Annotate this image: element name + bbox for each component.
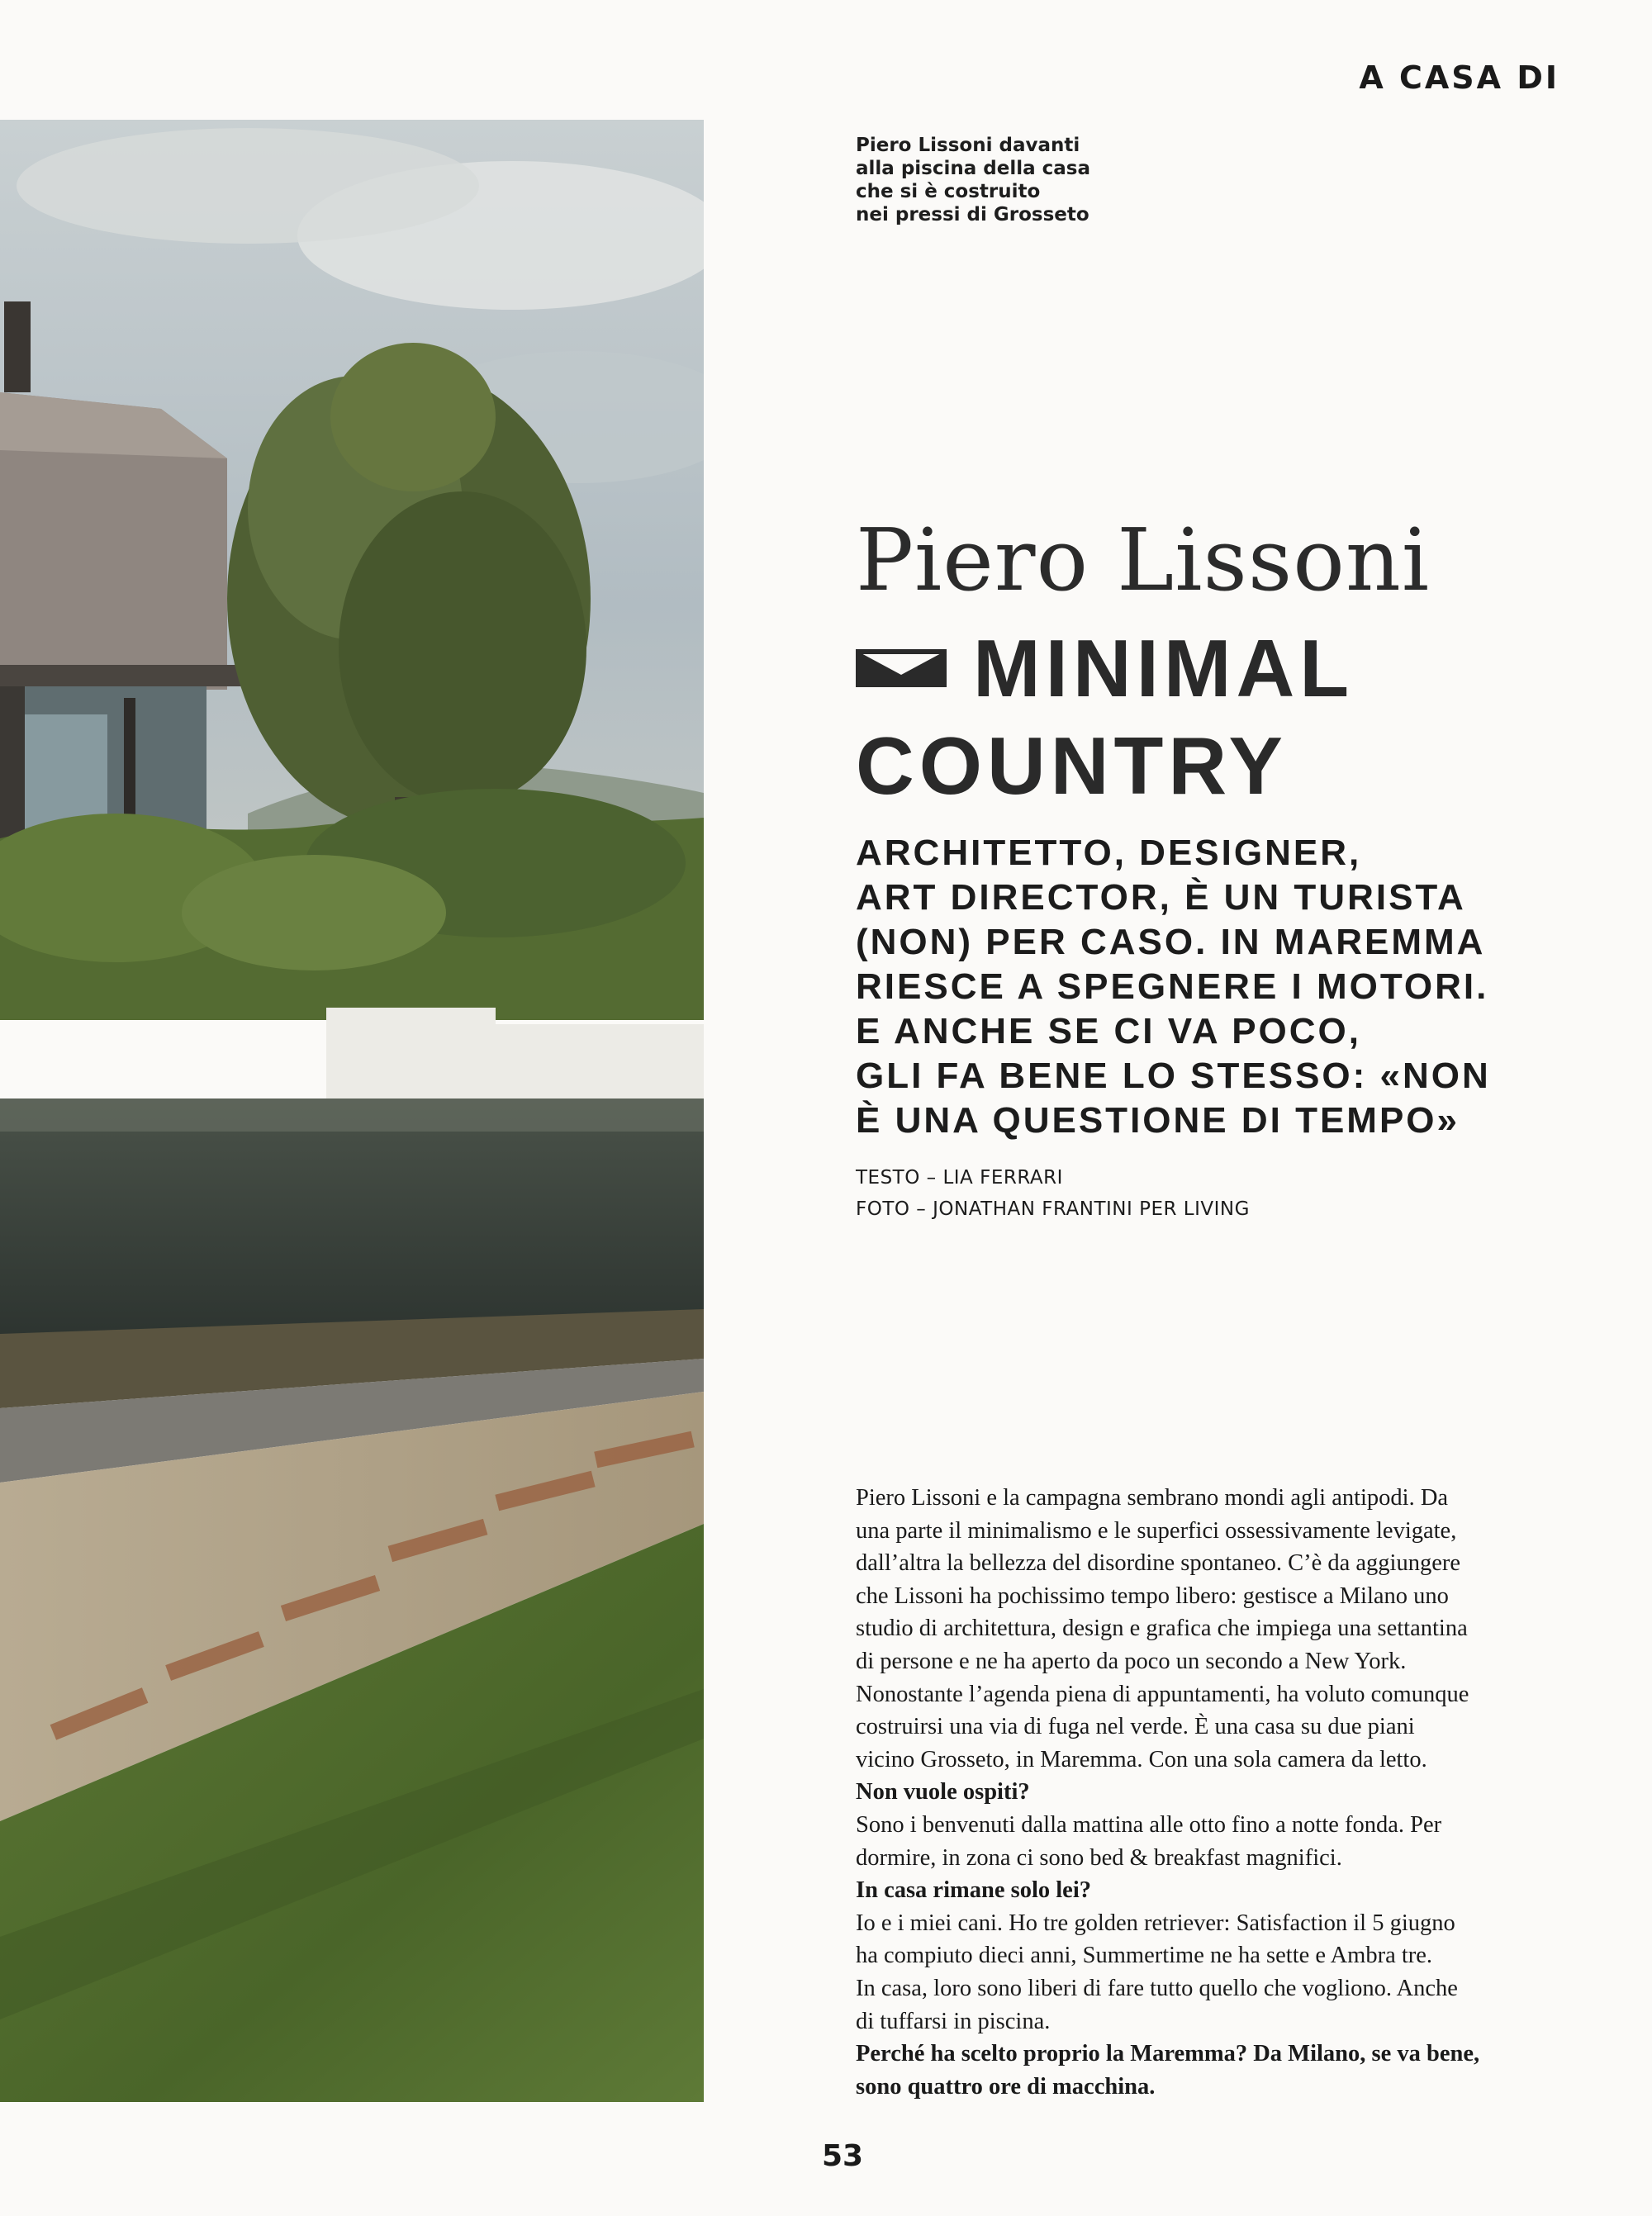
photo-credit: FOTO – JONATHAN FRANTINI PER LIVING	[856, 1198, 1250, 1220]
subhead	[856, 831, 1583, 1143]
caption-line: Piero Lissoni davanti	[856, 135, 1080, 156]
credits	[856, 1162, 1250, 1225]
body-line: che Lissoni ha pochissimo tempo libero: gestisce a Milano uno	[856, 1583, 1449, 1609]
text-credit: TESTO – LIA FERRARI	[856, 1167, 1063, 1189]
envelope-icon	[856, 643, 947, 693]
body-line: costruirsi una via di fuga nel verde. È una casa su due piani	[856, 1714, 1415, 1740]
headline-name: Piero Lissoni	[856, 510, 1431, 610]
body-line: Sono i benvenuti dalla mattina alle otto fino a notte fonda. Per	[856, 1811, 1442, 1838]
body-line: Piero Lissoni e la campagna sembrano mondi agli antipodi. Da	[856, 1485, 1449, 1511]
body-line: In casa, loro sono liberi di fare tutto quello che vogliono. Anche	[856, 1975, 1458, 2001]
subhead-line: GLI FA BENE LO STESSO: «NON	[856, 1056, 1491, 1096]
body-line: ha compiuto dieci anni, Summertime ne ha sette e Ambra tre.	[856, 1943, 1433, 1969]
subhead-line: È UNA QUESTIONE DI TEMPO»	[856, 1100, 1460, 1141]
caption-line: nei pressi di Grosseto	[856, 204, 1089, 225]
interview-question: sono quattro ore di macchina.	[856, 2073, 1156, 2100]
hero-photo	[0, 120, 704, 2102]
caption-line: alla piscina della casa	[856, 158, 1090, 179]
section-label: A CASA DI	[1359, 59, 1559, 96]
photo-caption	[856, 134, 1128, 226]
body-line: dall’altra la bellezza del disordine spontaneo. C’è da aggiungere	[856, 1550, 1460, 1577]
subhead-line: E ANCHE SE CI VA POCO,	[856, 1011, 1362, 1051]
chimney	[4, 301, 31, 392]
white-wall	[326, 1008, 704, 1103]
pool	[0, 1099, 704, 1346]
title-line-1: MINIMAL	[973, 623, 1355, 714]
subhead-line: (NON) PER CASO. IN MAREMMA	[856, 922, 1486, 962]
body-line: Io e i miei cani. Ho tre golden retriever: Satisfaction il 5 giugno	[856, 1910, 1455, 1936]
interview-question: Perché ha scelto proprio la Maremma? Da Milano, se va bene,	[856, 2041, 1480, 2067]
article-title	[856, 619, 1599, 814]
title-line-2: COUNTRY	[856, 720, 1288, 811]
subhead-line: ARCHITETTO, DESIGNER,	[856, 833, 1362, 873]
body-line: di persone e ne ha aperto da poco un secondo a New York.	[856, 1648, 1407, 1674]
interview-question: In casa rimane solo lei?	[856, 1877, 1091, 1904]
interview-question: Non vuole ospiti?	[856, 1779, 1030, 1806]
article-body	[856, 1482, 1566, 2103]
body-line: di tuffarsi in piscina.	[856, 2008, 1051, 2034]
caption-line: che si è costruito	[856, 181, 1041, 202]
subhead-line: RIESCE A SPEGNERE I MOTORI.	[856, 966, 1489, 1007]
subhead-line: ART DIRECTOR, È UN TURISTA	[856, 877, 1466, 918]
body-line: studio di architettura, design e grafica che impiega una settantina	[856, 1616, 1468, 1642]
body-line: una parte il minimalismo e le superfici ossessivamente levigate,	[856, 1517, 1457, 1544]
page-number: 53	[821, 2139, 864, 2173]
body-line: dormire, in zona ci sono bed & breakfast magnifici.	[856, 1844, 1342, 1871]
body-line: Nonostante l’agenda piena di appuntamenti, ha voluto comunque	[856, 1681, 1469, 1707]
body-line: vicino Grosseto, in Maremma. Con una sola camera da letto.	[856, 1746, 1427, 1772]
